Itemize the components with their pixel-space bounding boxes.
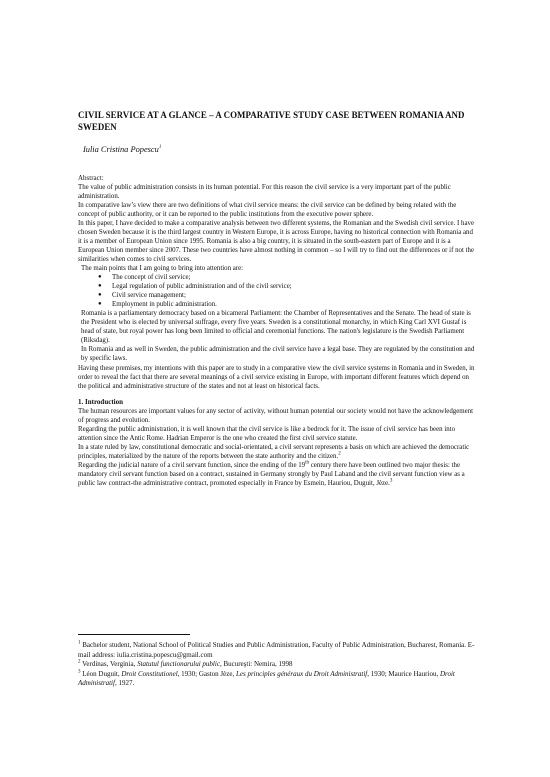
list-item: ● The concept of civil service; xyxy=(98,274,191,282)
section-heading-introduction: 1. Introduction xyxy=(78,397,123,406)
paper-title: CIVIL SERVICE AT A GLANCE – A COMPARATIVE STUDY CASE BETWEEN ROMANIA AND SWEDEN xyxy=(78,110,465,132)
abstract-paragraph-4: Romania is a parliamentary democracy based on a bicameral Parliament: the Chamber of Representatives and the Senate. The head of state is the President who is elected by universal suffrage, every five years. Sweden is a constitutional monarchy, in which King Carl XVI Gustaf is head of state, but royal power has long been limited to official and ceremonial functions. The nation's legislature is the Swedish Parliament (Riksdag). xyxy=(81,310,471,345)
abstract-paragraph-1: The value of public administration consists in its human potential. For this reason the civil service is a very important part of the public administration. xyxy=(78,183,451,200)
main-points-list xyxy=(78,273,478,309)
footnote-mark-3[interactable]: 3 xyxy=(389,478,393,484)
bullet-icon: ● xyxy=(98,274,102,281)
author-line xyxy=(83,144,478,155)
intro-paragraph-3: In a state ruled by law, constitutional democratic and social-orientated, a civil servant represents a basis on which are achieved the democratic principles, materialized by the nature of the reports between the state authority and the citizen.$^2$ xyxy=(78,443,470,460)
abstract-paragraph-2: In comparative law’s view there are two definitions of what civil service means: the civil service can be defined by being related with the concept of public authority, or it can be reported to the public institutions from the executive power sphere. xyxy=(78,201,457,218)
points-intro: The main points that I am going to bring into attention are: xyxy=(81,265,244,273)
bullet-icon: ● xyxy=(98,283,102,290)
intro-paragraph-2: Regarding the public administration, it is well known that the civil service is like a bedrock for it. The issue of civil service has been into attention since the Antic Rome. Hadrian Emperor is the one who created the first civil service statute. xyxy=(78,425,456,442)
bullet-icon: ● xyxy=(98,292,102,299)
bullet-icon: ● xyxy=(98,301,102,308)
intro-paragraph-1: The human resources are important values for any sector of activity, without human potential our society would not have the acknowledgement of progress and evolution. xyxy=(78,407,474,424)
list-item: ● Civil service management; xyxy=(98,292,186,300)
list-item: ● Employment in public administration. xyxy=(98,301,217,309)
author-footnote-mark[interactable]: 1 xyxy=(158,144,162,150)
footnote-2: $^2$ Verdinas, Verginia, Statutul functionarului public, Bucureşti: Nemira, 1998 xyxy=(78,659,293,669)
abstract-paragraph-3: In this paper, I have decided to make a comparative analysis between two different systems, the Romanian and the Swedish civil service. I have chosen Sweden because it is the third largest country in Western Europe, it is across Europe, having no historical connection with Romania and it is a member of European Union since 1995. Romania is also a big country, it is situated in the south-eastern part of Europe and it is a European Union member since 2007. These two countries have almost nothing in common – so I will try to find out the differences or if not the similarities when comes to civil services. xyxy=(78,219,475,263)
abstract-paragraph-6: Having these premises, my intentions with this paper are to study in a comparative view the civil service systems in Romania and in Sweden, in order to reveal the fact that there are several meanings of a civil service existing in Europe, with important different features which depend on the political and administrative structure of the states and not at least on historical facts. xyxy=(78,364,475,390)
intro-paragraph-4: Regarding the judicial nature of a civil servant function, since the ending of the 19th century there have been outlined two major thesis: the mandatory civil servant function based on a contract, sustained in Germany strongly by Paul Laband and the civil servant function view as a public law contract-the administrative contract, promoted especially in France by Esmein, Hauriou, Duguit, Jèze.$^3$ xyxy=(78,460,465,488)
article-body xyxy=(78,110,478,488)
abstract-paragraph-5: In Romania and as well in Sweden, the public administration and the civil service have a legal base. They are regulated by the constitution and by specific laws. xyxy=(81,346,475,363)
abstract-label: Abstract: xyxy=(78,173,104,182)
footnote-3: $^3$ Léon Duguit, Droit Constitutionel, 1930; Gaston Jèze, Les principles généraux du Droit Administratif, 1930; Maurice Hauriou, Droit Administratif, 1927. xyxy=(78,669,455,688)
footnote-divider xyxy=(78,634,190,635)
footnote-1: $^1$ Bachelor student, National School of Political Studies and Public Administration, Faculty of Public Administration, Bucharest, Romania. E-mail address: iulia.cristina.popescu@gmail.com xyxy=(78,640,475,659)
author-name: Iulia Cristina Popescu xyxy=(83,144,159,154)
list-item: ● Legal regulation of public administration and of the civil service; xyxy=(98,283,292,291)
footnote-mark-2[interactable]: 2 xyxy=(338,451,341,457)
footnotes xyxy=(78,634,478,689)
